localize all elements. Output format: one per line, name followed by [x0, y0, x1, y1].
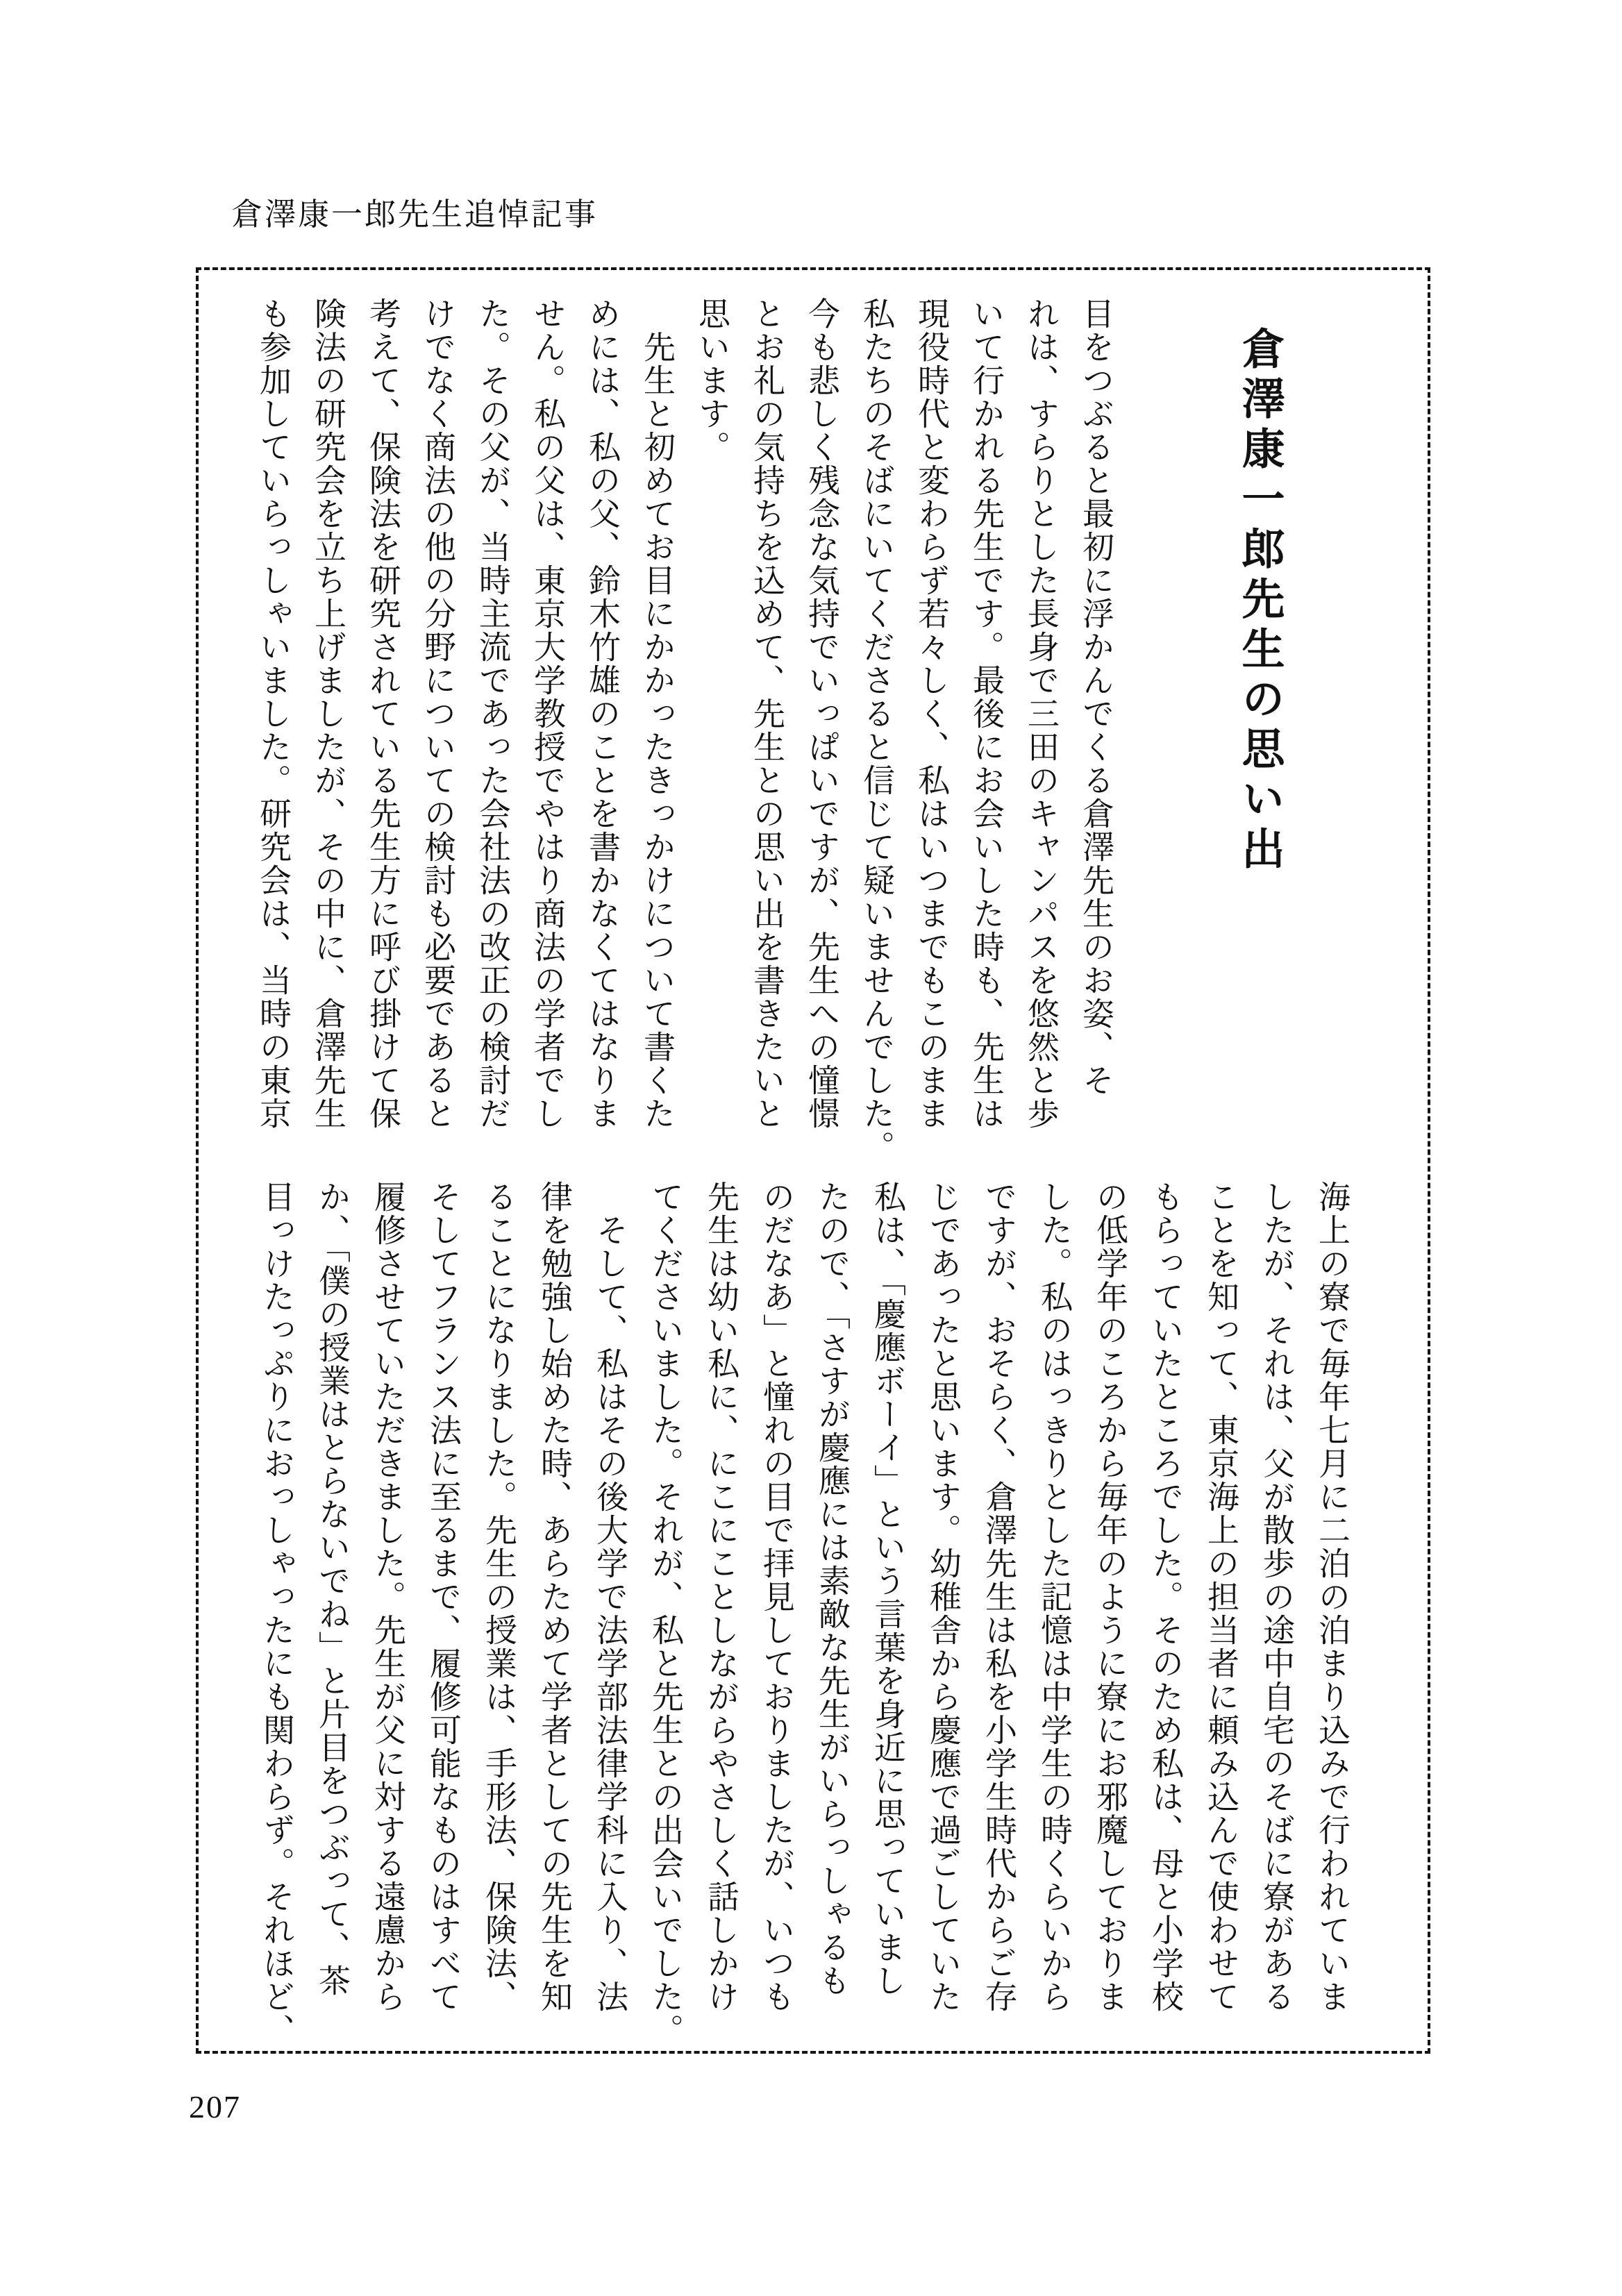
text-column: の低学年のころから毎年のように寮にお邪魔しておりま — [1092, 1180, 1128, 2013]
text-column: た。その父が、当時主流であった会社法の改正の検討だ — [475, 297, 510, 1130]
bottom-columns — [249, 1180, 1360, 2063]
text-column: 先生と初めてお目にかかったきっかけについて書くた — [639, 297, 675, 1130]
text-column: めには、私の父、鈴木竹雄のことを書かなくてはなりま — [585, 297, 620, 1130]
text-column: 海上の寮で毎年七月に二泊の泊まり込みで行われていま — [1314, 1180, 1350, 2013]
text-column: てくださいました。それが、私と先生との出会いでした。 — [648, 1180, 683, 2047]
text-column: もらっていたところでした。そのため私は、母と小学校 — [1148, 1180, 1183, 2013]
text-column: したが、それは、父が散歩の途中自宅のそばに寮がある — [1259, 1180, 1294, 2013]
running-head: 倉澤康一郎先生追悼記事 — [231, 197, 599, 232]
text-column: けでなく商法の他の分野についての検討も必要であると — [420, 297, 455, 1130]
text-column: そして、私はその後大学で法学部法律学科に入り、法 — [592, 1180, 628, 2013]
text-column: 現役時代と変わらず若々しく、私はいつまでもこのまま — [914, 297, 949, 1130]
text-column: いて行かれる先生です。最後にお会いした時も、先生は — [969, 297, 1004, 1130]
top-text-band — [222, 297, 1290, 1180]
text-column: 今も悲しく残念な気持でいっぱいですが、先生への憧憬 — [804, 297, 839, 1130]
text-column: 律を勉強し始めた時、あらためて学者としての先生を知 — [537, 1180, 572, 2013]
bottom-text-band — [229, 1180, 1360, 2063]
text-column: 履修させていただきました。先生が父に対する遠慮から — [370, 1180, 406, 2013]
text-column: 私は、「慶應ボーイ」という言葉を身近に思っていまし — [870, 1180, 905, 1997]
text-column: ることになりました。先生の授業は、手形法、保険法、 — [481, 1180, 517, 2013]
text-column: そしてフランス法に至るまで、履修可能なものはすべて — [426, 1180, 461, 2013]
top-columns — [246, 297, 1123, 1180]
article-title: 倉澤康一郎先生の思い出 — [1235, 326, 1282, 876]
text-column: たので、「さすが慶應には素敵な先生がいらっしゃるも — [814, 1180, 850, 1997]
text-column: ですが、おそらく、倉澤先生は私を小学生時代からご存 — [981, 1180, 1017, 2013]
text-column: じであったと思います。幼稚舎から慶應で過ごしていた — [926, 1180, 961, 2013]
text-column: 私たちのそばにいてくださると信じて疑いませんでした。 — [859, 297, 894, 1164]
text-column: 険法の研究会を立ち上げましたが、その中に、倉澤先生 — [310, 297, 346, 1130]
text-column: とお礼の気持ちを込めて、先生との思い出を書きたいと — [749, 297, 785, 1130]
text-column: した。私のはっきりとした記憶は中学生の時くらいから — [1037, 1180, 1072, 2013]
text-column: 先生は幼い私に、にこにことしながらやさしく話しかけ — [703, 1180, 739, 2013]
text-column: のだなあ」と憧れの目で拝見しておりましたが、いつも — [759, 1180, 794, 2013]
page-number: 207 — [189, 2089, 241, 2125]
text-column: 思います。 — [694, 297, 730, 464]
text-column: 目をつぶると最初に浮かんでくる倉澤先生のお姿、そ — [1078, 297, 1114, 1097]
text-column: れは、すらりとした長身で三田のキャンパスを悠然と歩 — [1023, 297, 1059, 1130]
text-column: も参加していらっしゃいました。研究会は、当時の東京 — [256, 297, 291, 1130]
text-column: か、「僕の授業はとらないでね」と片目をつぶって、茶 — [315, 1180, 350, 1997]
text-column: せん。私の父は、東京大学教授でやはり商法の学者でし — [530, 297, 565, 1130]
text-column: 目っけたっぷりにおっしゃったにも関わらず。それほど、 — [259, 1180, 294, 2047]
text-column: ことを知って、東京海上の担当者に頼み込んで使わせて — [1203, 1180, 1239, 2013]
text-column: 考えて、保険法を研究されている先生方に呼び掛けて保 — [365, 297, 401, 1130]
